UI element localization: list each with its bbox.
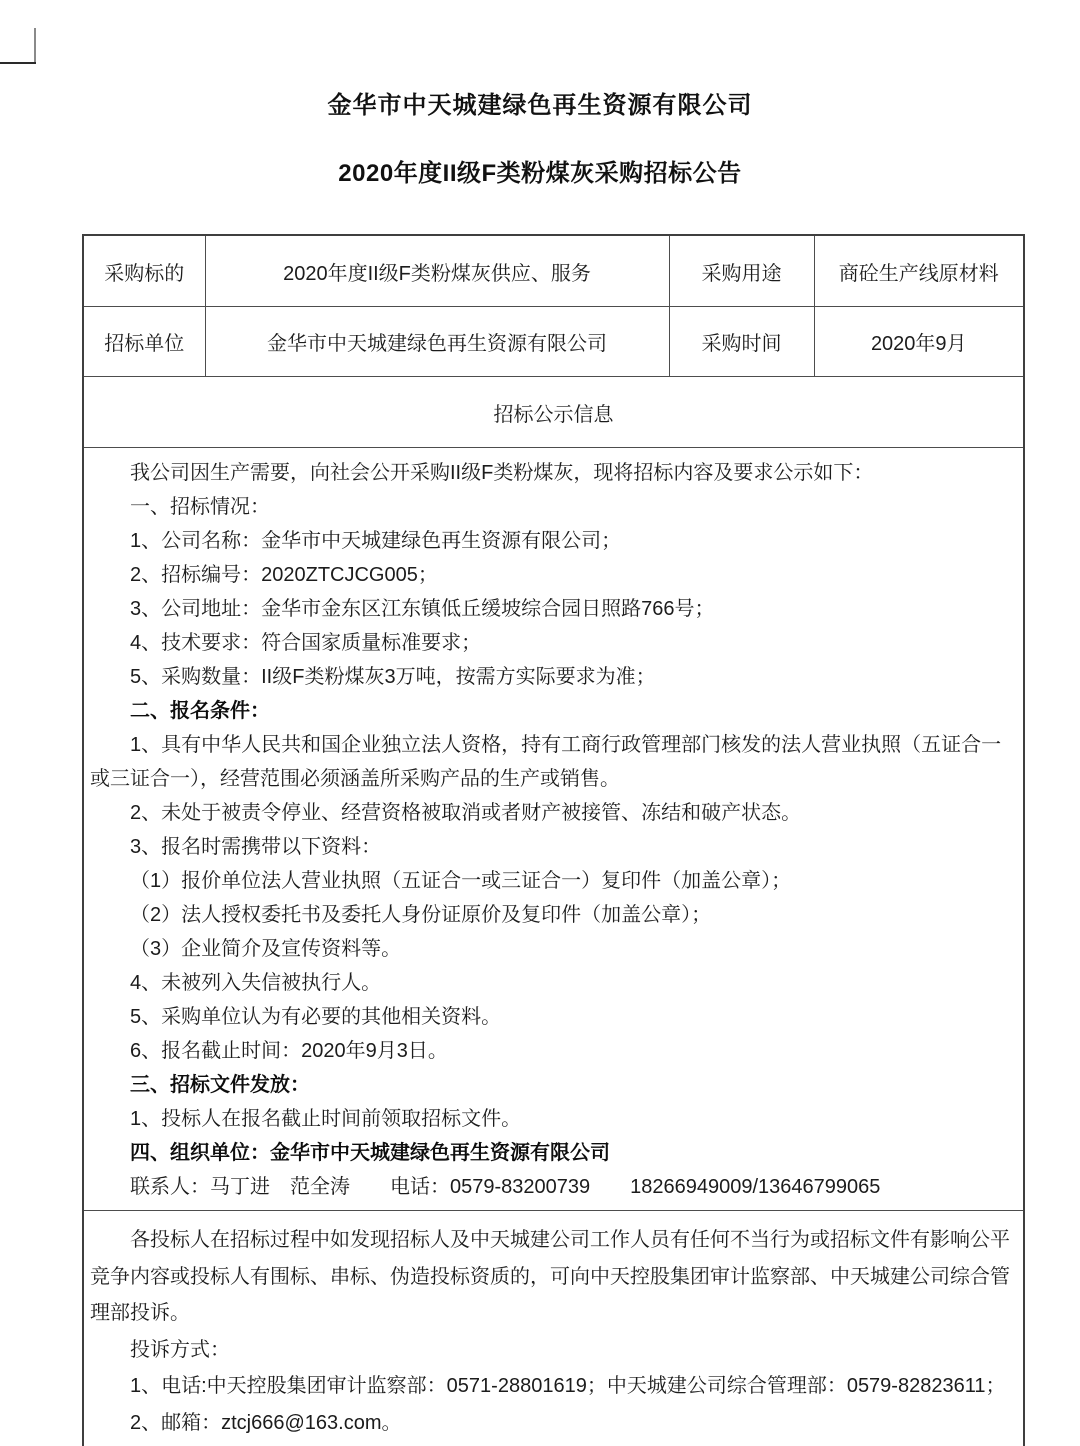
- label-purchase-time: 采购时间: [669, 307, 814, 377]
- announcement-line: 2、招标编号：2020ZTCJCG005；: [130, 564, 438, 586]
- corner-horizontal-line: [0, 62, 36, 64]
- table-row-announcement-body: [83, 448, 1024, 1211]
- announcement-line: 1、具有中华人民共和国企业独立法人资格，持有工商行政管理部门核发的法人营业执照（五证合一或三证合一），经营范围必须涵盖所采购产品的生产或销售。: [90, 734, 1002, 790]
- table-row-purchase-subject: [83, 235, 1024, 307]
- value-tender-unit: 金华市中天城建绿色再生资源有限公司: [205, 307, 669, 377]
- announcement-line: 1、投标人在报名截止时间前领取招标文件。: [130, 1108, 522, 1130]
- announcement-line: 5、采购数量：II级F类粉煤灰3万吨，按需方实际要求为准；: [130, 666, 656, 688]
- announcement-section-heading: 二、报名条件：: [130, 700, 270, 722]
- announcement-line: 5、采购单位认为有必要的其他相关资料。: [130, 1006, 502, 1028]
- announcement-line: 4、技术要求：符合国家质量标准要求；: [130, 632, 482, 654]
- announcement-line: 一、招标情况：: [130, 496, 270, 518]
- announcement-line: 2、未处于被责令停业、经营资格被取消或者财产被接管、冻结和破产状态。: [130, 802, 802, 824]
- announcement-line: 我公司因生产需要，向社会公开采购II级F类粉煤灰，现将招标内容及要求公示如下：: [130, 462, 874, 484]
- announcement-line: 6、报名截止时间：2020年9月3日。: [130, 1040, 448, 1062]
- section-header-tender-info: 招标公示信息: [83, 377, 1024, 448]
- table-row-complaint-info: [83, 1211, 1024, 1446]
- contact-info-line: 联系人：马丁进 范全涛 电话：0579-83200739 18266949009/13646799065: [130, 1176, 881, 1198]
- value-purchase-purpose: 商砼生产线原材料: [814, 235, 1024, 307]
- complaint-line: 1、电话:中天控股集团审计监察部：0571-28801619；中天城建公司综合管理部：0579-82823611；: [130, 1375, 1006, 1397]
- announcement-line: （1）报价单位法人营业执照（五证合一或三证合一）复印件（加盖公章）；: [130, 870, 792, 892]
- label-purchase-subject: 采购标的: [83, 235, 205, 307]
- announcement-line: 4、未被列入失信被执行人。: [130, 972, 382, 994]
- announcement-line: 1、公司名称：金华市中天城建绿色再生资源有限公司；: [130, 530, 622, 552]
- announcement-section-heading: 四、组织单位：金华市中天城建绿色再生资源有限公司: [130, 1142, 610, 1164]
- complaint-info-cell: [83, 1211, 1024, 1446]
- announcement-line: 3、公司地址：金华市金东区江东镇低丘缓坡综合园日照路766号；: [130, 598, 715, 620]
- value-purchase-time: 2020年9月: [814, 307, 1024, 377]
- announcement-line: （2）法人授权委托书及委托人身份证原价及复印件（加盖公章）；: [130, 904, 712, 926]
- announcement-title: 2020年度II级F类粉煤灰采购招标公告: [338, 160, 742, 187]
- announcement-body-cell: [83, 448, 1024, 1211]
- complaint-line: 2、邮箱：ztcj666@163.com。: [130, 1411, 402, 1434]
- corner-vertical-line: [34, 28, 36, 63]
- announcement-line: 3、报名时需携带以下资料：: [130, 836, 382, 858]
- value-purchase-subject: 2020年度II级F类粉煤灰供应、服务: [205, 235, 669, 307]
- tender-info-table: [82, 234, 1025, 1446]
- company-name-title: 金华市中天城建绿色再生资源有限公司: [327, 92, 753, 119]
- complaint-line: 各投标人在招标过程中如发现招标人及中天城建公司工作人员有任何不当行为或招标文件有影响公平竞争内容或投标人有围标、串标、伪造投标资质的，可向中天控股集团审计监察部、中天城建公司综合管理部投诉。: [90, 1229, 1010, 1324]
- announcement-section-heading: 三、招标文件发放：: [130, 1074, 310, 1096]
- complaint-line: 投诉方式：: [130, 1338, 230, 1361]
- table-row-section-header: [83, 377, 1024, 448]
- table-row-tender-unit: [83, 307, 1024, 377]
- label-purchase-purpose: 采购用途: [669, 235, 814, 307]
- announcement-line: （3）企业简介及宣传资料等。: [130, 938, 402, 960]
- label-tender-unit: 招标单位: [83, 307, 205, 377]
